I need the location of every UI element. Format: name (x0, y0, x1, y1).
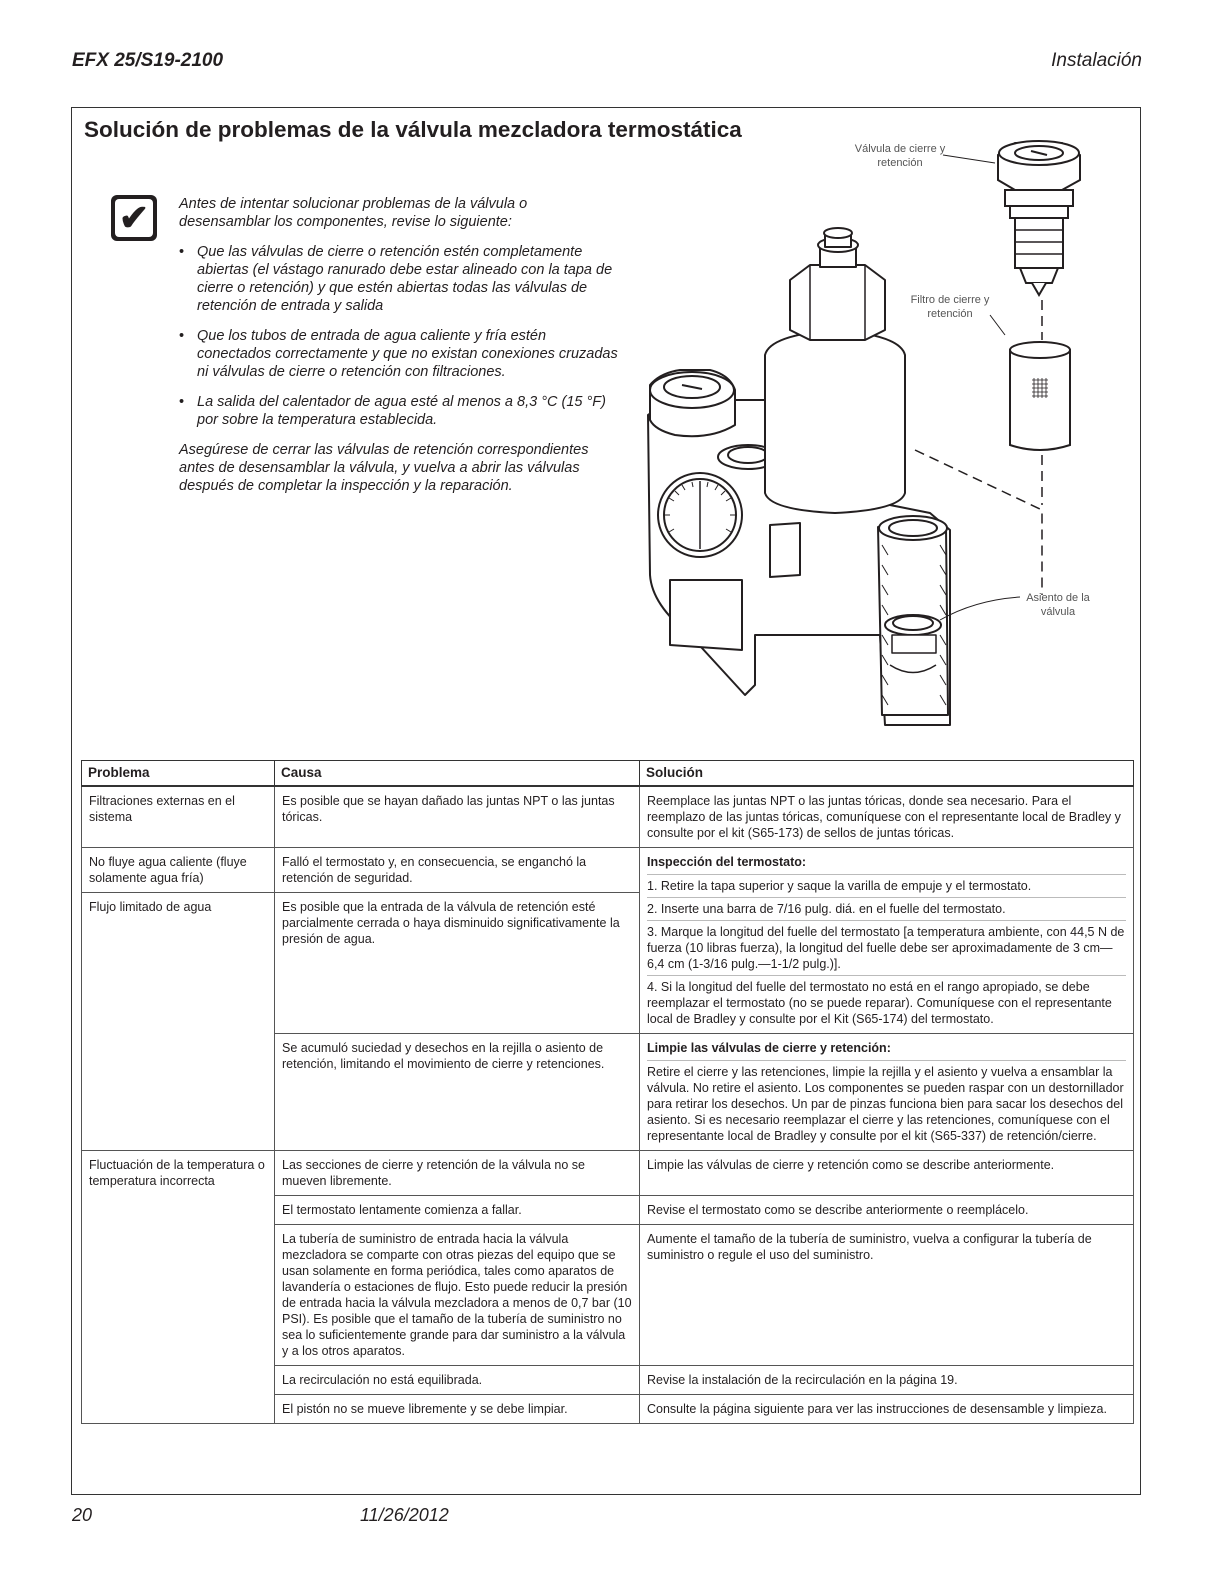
cause-cell: La recirculación no está equilibrada. (275, 1366, 640, 1395)
checklist (179, 243, 619, 429)
cause-cell: Las secciones de cierre y retención de la válvula no se mueven libremente. (275, 1151, 640, 1196)
valve-callout (840, 142, 960, 170)
checklist-item: • La salida del calentador de agua esté al menos a 8,3 °C (15 °F) por sobre la temperatura establecida. (179, 393, 619, 429)
table-header-row (82, 761, 1134, 787)
thermostat-step: 2. Inserte una barra de 7/16 pulg. diá. en el fuelle del termostato. (647, 897, 1126, 917)
solution-cell: Reemplace las juntas NPT o las juntas tóricas, donde sea necesario. Para el reemplazo de las juntas tóricas, comuníquese con el representante local de Bradley y consulte por el kit (S65-173) de sellos de juntas tóricas. (640, 786, 1134, 848)
clean-heading: Limpie las válvulas de cierre y retención: (647, 1041, 891, 1055)
filter-callout-line2: retención (927, 308, 973, 320)
header-solution: Solución (640, 761, 1134, 787)
table-row (82, 786, 1134, 848)
clean-body: Retire el cierre y las retenciones, limpie la rejilla y el asiento y vuelva a ensamblar la válvula. No retire el asiento. Los componentes se pueden raspar con un destornillador para retirar los desechos. Un par de pinzas funciona bien para sacar los desechos del asiento. Si es necesario reemplazar el cierre y las retenciones, comuníquese con el representante local de Bradley y consulte por el kit (S65-337) de retención/cierre. (647, 1060, 1126, 1144)
page-title: Solución de problemas de la válvula mezcladora termostática (84, 117, 742, 142)
cause-cell: Es posible que se hayan dañado las juntas NPT o las juntas tóricas. (275, 786, 640, 848)
solution-cell: Aumente el tamaño de la tubería de suministro, vuelva a configurar la tubería de suministro o regule el uso del suministro. (640, 1225, 1134, 1366)
cause-cell: La tubería de suministro de entrada hacia la válvula mezcladora se comparte con otras piezas del equipo que se usan solamente en forma periódica, tales como aparatos de lavandería o estaciones de flujo. Esto puede reducir la presión de entrada hacia la válvula mezcladora a menos de 0,7 bar (10 PSI). Es posible que el tamaño de la tubería de suministro no sea lo suficientemente grande para dar suministro a la válvula y a los otros aparatos. (275, 1225, 640, 1366)
valve-callout-line1: Válvula de cierre y (854, 143, 946, 155)
problem-cell: Fluctuación de la temperatura o temperatura incorrecta (82, 1151, 275, 1424)
cause-cell: Es posible que la entrada de la válvula de retención esté parcialmente cerrada o haya disminuido significativamente la presión de agua. (275, 893, 640, 1034)
problem-cell: No fluye agua caliente (fluye solamente agua fría) (82, 848, 275, 893)
header-cause: Causa (275, 761, 640, 787)
solution-cell-thermostat (640, 848, 1134, 1034)
checklist-item: • Que las válvulas de cierre o retención estén completamente abiertas (el vástago ranurado debe estar alineado con la tapa de cierre o retención) y que estén abiertas todas las válvulas de retención de entrada y salida (179, 243, 619, 315)
solution-cell: Limpie las válvulas de cierre y retención como se describe anteriormente. (640, 1151, 1134, 1196)
page-number: 20 (72, 1505, 93, 1525)
checkmark-icon: ✔ (111, 195, 157, 241)
thermostat-heading: Inspección del termostato: (647, 855, 807, 869)
cause-cell: Se acumuló suciedad y desechos en la rejilla o asiento de retención, limitando el movimiento de cierre y retenciones. (275, 1034, 640, 1151)
seat-callout-line2: válvula (1040, 606, 1076, 618)
intro-closing: Asegúrese de cerrar las válvulas de retención correspondientes antes de desensamblar la válvula, y vuelva a abrir las válvulas después de completar la inspección y la reparación. (179, 442, 589, 494)
solution-cell-clean (640, 1034, 1134, 1151)
thermostat-step: 1. Retire la tapa superior y saque la varilla de empuje y el termostato. (647, 874, 1126, 894)
valve-drawing (630, 135, 1135, 745)
header-problem: Problema (82, 761, 275, 787)
checklist-item: • Que los tubos de entrada de agua caliente y fría estén conectados correctamente y que no existan conexiones cruzadas ni válvulas de cierre o retención con filtraciones. (179, 327, 619, 381)
filter-callout (895, 293, 1005, 321)
valve-illustration (630, 135, 1135, 745)
solution-cell: Revise la instalación de la recirculación en la página 19. (640, 1366, 1134, 1395)
intro-text (179, 195, 619, 507)
seat-callout (1013, 591, 1103, 619)
cause-cell: Falló el termostato y, en consecuencia, se enganchó la retención de seguridad. (275, 848, 640, 893)
footer-date: 11/26/2012 (360, 1505, 449, 1525)
cause-cell: El termostato lentamente comienza a fallar. (275, 1196, 640, 1225)
solution-cell: Revise el termostato como se describe anteriormente o reemplácelo. (640, 1196, 1134, 1225)
filter-callout-line1: Filtro de cierre y (910, 294, 990, 306)
document-model: EFX 25/S19-2100 (72, 50, 224, 71)
thermostat-step: 4. Si la longitud del fuelle del termostato no está en el rango apropiado, se debe reemplazar el termostato (no se puede reparar). Comuníquese con el representante local de Bradley y consulte por el Kit (S65-174) del termostato. (647, 975, 1126, 1027)
table-row (82, 848, 1134, 893)
cause-cell: El pistón no se mueve libremente y se debe limpiar. (275, 1395, 640, 1424)
thermostat-step: 3. Marque la longitud del fuelle del termostato [a temperatura ambiente, con 44,5 N de fuerza (10 libras fuerza), la longitud del fuelle debe ser aproximadamente de 3 cm—6,4 cm (1-3/16 pulg.—1-1/2 pulg.)]. (647, 920, 1126, 972)
problem-cell: Flujo limitado de agua (82, 893, 275, 1151)
seat-callout-line1: Asiento de la (1026, 592, 1090, 604)
table-row (82, 1151, 1134, 1196)
troubleshooting-table (81, 760, 1134, 1424)
problem-cell: Filtraciones externas en el sistema (82, 786, 275, 848)
section-title: Instalación (1051, 50, 1142, 71)
valve-callout-line2: retención (877, 157, 923, 169)
solution-cell: Consulte la página siguiente para ver las instrucciones de desensamble y limpieza. (640, 1395, 1134, 1424)
intro-lead: Antes de intentar solucionar problemas de la válvula o desensamblar los componentes, revise lo siguiente: (179, 196, 528, 230)
